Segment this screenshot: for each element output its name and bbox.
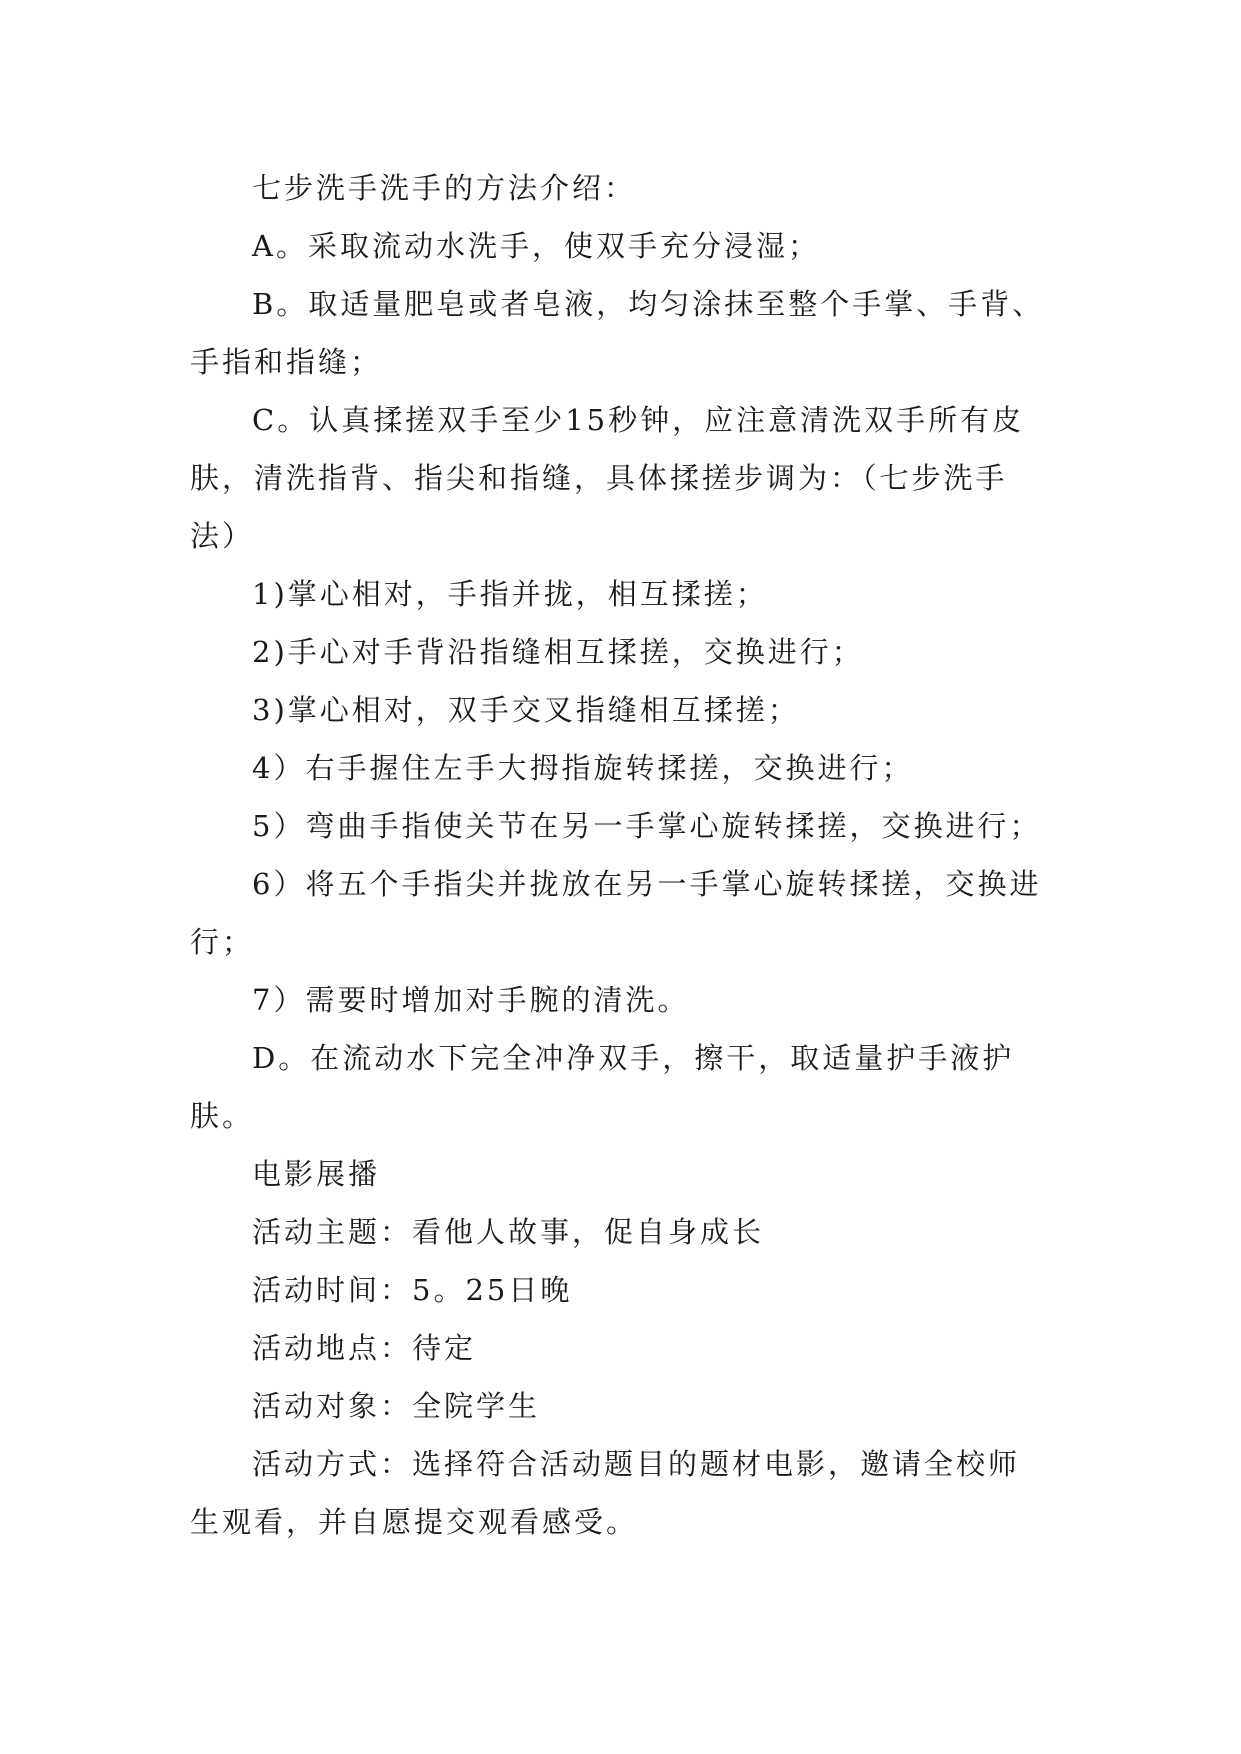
activity-method: 活动方式：选择符合活动题目的题材电影，邀请全校师生观看，并自愿提交观看感受。	[190, 1447, 1021, 1539]
activity-time: 活动时间：5。25日晚	[252, 1273, 573, 1307]
intro-heading: 七步洗手洗手的方法介绍：	[252, 171, 637, 205]
activity-theme: 活动主题：看他人故事，促自身成长	[252, 1215, 765, 1249]
activity-audience: 活动对象：全院学生	[252, 1389, 541, 1423]
section-heading-movie: 电影展播	[252, 1157, 381, 1191]
substep-5: 5）弯曲手指使关节在另一手掌心旋转揉搓，交换进行；	[252, 809, 1042, 843]
step-d: D。在流动水下完全冲净双手，擦干，取适量护手液护肤。	[190, 1041, 1015, 1133]
step-a: A。采取流动水洗手，使双手充分浸湿；	[252, 229, 820, 263]
substep-7: 7）需要时增加对手腕的清洗。	[252, 983, 690, 1017]
substep-4: 4）右手握住左手大拇指旋转揉搓，交换进行；	[252, 751, 914, 785]
substep-3: 3)掌心相对，双手交叉指缝相互揉搓；	[252, 693, 800, 727]
substep-6: 6）将五个手指尖并拢放在另一手掌心旋转揉搓，交换进行；	[190, 867, 1042, 959]
substep-2: 2)手心对手背沿指缝相互揉搓，交换进行；	[252, 635, 864, 669]
document-body	[190, 159, 1050, 1551]
activity-location: 活动地点：待定	[252, 1331, 477, 1365]
step-c: C。认真揉搓双手至少15秒钟，应注意清洗双手所有皮肤，清洗指背、指尖和指缝，具体揉搓步调为：（七步洗手法）	[190, 403, 1025, 553]
step-b: B。取适量肥皂或者皂液，均匀涂抹至整个手掌、手背、手指和指缝；	[190, 287, 1045, 379]
substep-1: 1)掌心相对，手指并拢，相互揉搓；	[252, 577, 768, 611]
